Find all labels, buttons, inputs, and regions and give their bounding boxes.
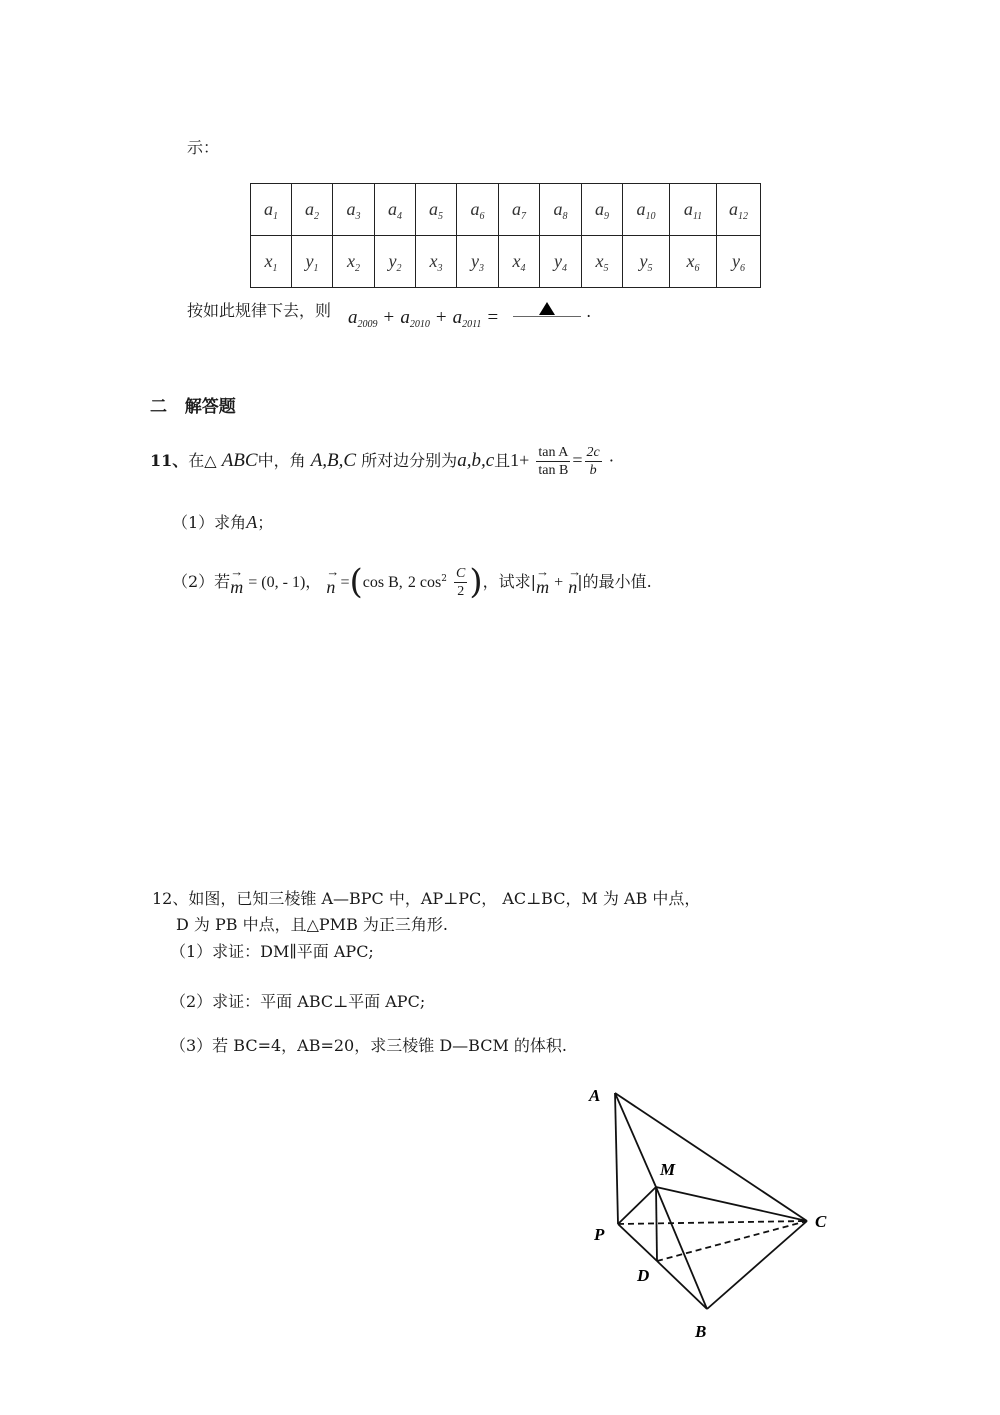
text: 且 [494, 451, 511, 470]
denominator: b [589, 463, 597, 478]
vertex-label-D: D [637, 1266, 650, 1285]
two-cos: 2 cos [407, 574, 442, 591]
cell-subscript: 4 [397, 211, 402, 222]
cell-subscript: 3 [355, 211, 361, 222]
cell-symbol: x [347, 251, 355, 271]
cell-symbol: y [388, 251, 397, 271]
cell-symbol: a [346, 199, 356, 219]
q12-line1: 12、如图，已知三棱锥 A—BPC 中，AP⊥PC， AC⊥BC，M 为 AB 中点， [152, 889, 701, 908]
numerator: tan A [538, 445, 569, 460]
vector-n: → n [568, 577, 577, 598]
cos-b: cos B, [362, 574, 403, 591]
q12-line2: D 为 PB 中点，且△PMB 为正三角形. [176, 915, 448, 934]
term-2: $a_{2010}$ [400, 307, 430, 330]
term-1: $a_{2009}$ [348, 307, 378, 330]
angles: A,B,C [310, 450, 357, 471]
edge-MD [656, 1187, 657, 1261]
dashed-edge-PC [618, 1221, 807, 1224]
q12-part3: （3）若 BC=4，AB=20，求三棱锥 D—BCM 的体积. [170, 1036, 567, 1055]
cell-subscript: 6 [694, 263, 700, 274]
cell-subscript: 2 [355, 263, 360, 274]
q10-lead: 按如此规律下去，则 [187, 301, 332, 320]
cell-symbol: a [553, 199, 563, 219]
numerator: 2c [586, 445, 600, 460]
cell-symbol: a [264, 199, 273, 219]
cell-symbol: a [595, 199, 604, 219]
cell-subscript: 3 [437, 263, 443, 274]
cell-symbol: a [636, 199, 646, 219]
plus-sign: + [554, 574, 564, 591]
cell-subscript: 10 [645, 211, 656, 222]
cell-symbol: a [470, 199, 480, 219]
text: |的最小值. [577, 572, 652, 591]
equals-sign: = [572, 450, 583, 470]
cell-symbol: y [305, 251, 314, 271]
text: ，试求| [482, 572, 537, 591]
text: 中，角 [257, 451, 306, 470]
squared: 2 [441, 574, 447, 584]
vertex-label-M: M [660, 1160, 676, 1179]
question-number: 11、 [150, 451, 189, 470]
vector-m-value: = (0, - 1) [248, 574, 306, 591]
text: 在△ [188, 451, 217, 470]
numerator: C [456, 566, 466, 581]
part-label: （1）求角 [172, 513, 247, 532]
cell-symbol: a [388, 199, 397, 219]
vector-n: → n [326, 577, 335, 598]
plus-sign: + [383, 307, 395, 328]
period: . [586, 302, 592, 321]
cell-subscript: 11 [692, 211, 703, 222]
cell-subscript: 4 [562, 263, 567, 274]
edge-MC [656, 1187, 807, 1221]
triangle-name: ABC [221, 450, 258, 471]
right-paren: ) [469, 562, 483, 602]
cell-subscript: 3 [479, 263, 484, 274]
q12-part1: （1）求证：DM∥平面 APC; [170, 942, 374, 961]
one-plus: 1+ [510, 450, 530, 470]
plus-sign: + [435, 307, 447, 328]
equals-sign: = [340, 574, 350, 591]
cell-symbol: y [471, 251, 479, 271]
edge-MB [656, 1187, 707, 1309]
cell-symbol: a [683, 199, 693, 219]
cell-symbol: x [595, 251, 604, 271]
vertex-label-A: A [589, 1086, 601, 1105]
vector-m: → m [230, 577, 243, 598]
equals-sign: = [487, 307, 499, 328]
cell-subscript: 4 [520, 263, 526, 274]
edge-AP [615, 1093, 618, 1224]
denominator: tan B [538, 463, 569, 478]
text: 所对边分别为 [361, 451, 458, 470]
cell-symbol: x [686, 251, 695, 271]
cell-subscript: 8 [562, 211, 568, 222]
cell-subscript: 5 [647, 263, 653, 274]
edge-DB [657, 1261, 707, 1309]
cell-symbol: a [429, 199, 438, 219]
q12-part2: （2）求证：平面 ABC⊥平面 APC; [170, 992, 426, 1011]
cell-subscript: 1 [272, 263, 278, 274]
cell-subscript: 6 [740, 263, 745, 274]
denominator: 2 [457, 584, 465, 599]
vertex-label-C: C [815, 1212, 827, 1231]
left-paren: ( [349, 562, 363, 602]
cell-subscript: 6 [479, 211, 485, 222]
variable: A [246, 512, 258, 532]
cell-subscript: 7 [521, 211, 526, 222]
text: ， [305, 572, 322, 591]
continued-text: 示： [187, 138, 220, 157]
edge-PM [618, 1187, 656, 1224]
cell-symbol: x [264, 251, 273, 271]
cell-symbol: a [305, 199, 314, 219]
cell-symbol: y [639, 251, 648, 271]
cell-subscript: 5 [438, 211, 443, 222]
cell-symbol: y [554, 251, 562, 271]
cell-subscript: 2 [396, 263, 402, 274]
section-title: 解答题 [184, 397, 236, 417]
cell-symbol: a [512, 199, 521, 219]
text: ； [257, 513, 274, 532]
cell-subscript: 1 [273, 211, 278, 222]
cell-subscript: 1 [313, 263, 319, 274]
cell-subscript: 5 [603, 263, 609, 274]
cell-subscript: 9 [604, 211, 609, 222]
section-number: 二 [150, 397, 167, 417]
cell-subscript: 12 [738, 211, 748, 222]
cell-symbol: a [729, 199, 738, 219]
term-3: $a_{2011}$ [452, 307, 482, 330]
edge-PD [618, 1224, 657, 1261]
cell-symbol: x [429, 251, 438, 271]
vector-m: → m [536, 577, 549, 598]
cell-symbol: y [732, 251, 740, 271]
vertex-label-P: P [594, 1225, 605, 1244]
part-label: （2）若 [172, 572, 231, 591]
sides: a,b,c [457, 450, 495, 471]
cell-symbol: x [512, 251, 521, 271]
cell-subscript: 2 [314, 211, 319, 222]
vertex-label-B: B [695, 1322, 707, 1341]
dot: · [608, 451, 614, 470]
